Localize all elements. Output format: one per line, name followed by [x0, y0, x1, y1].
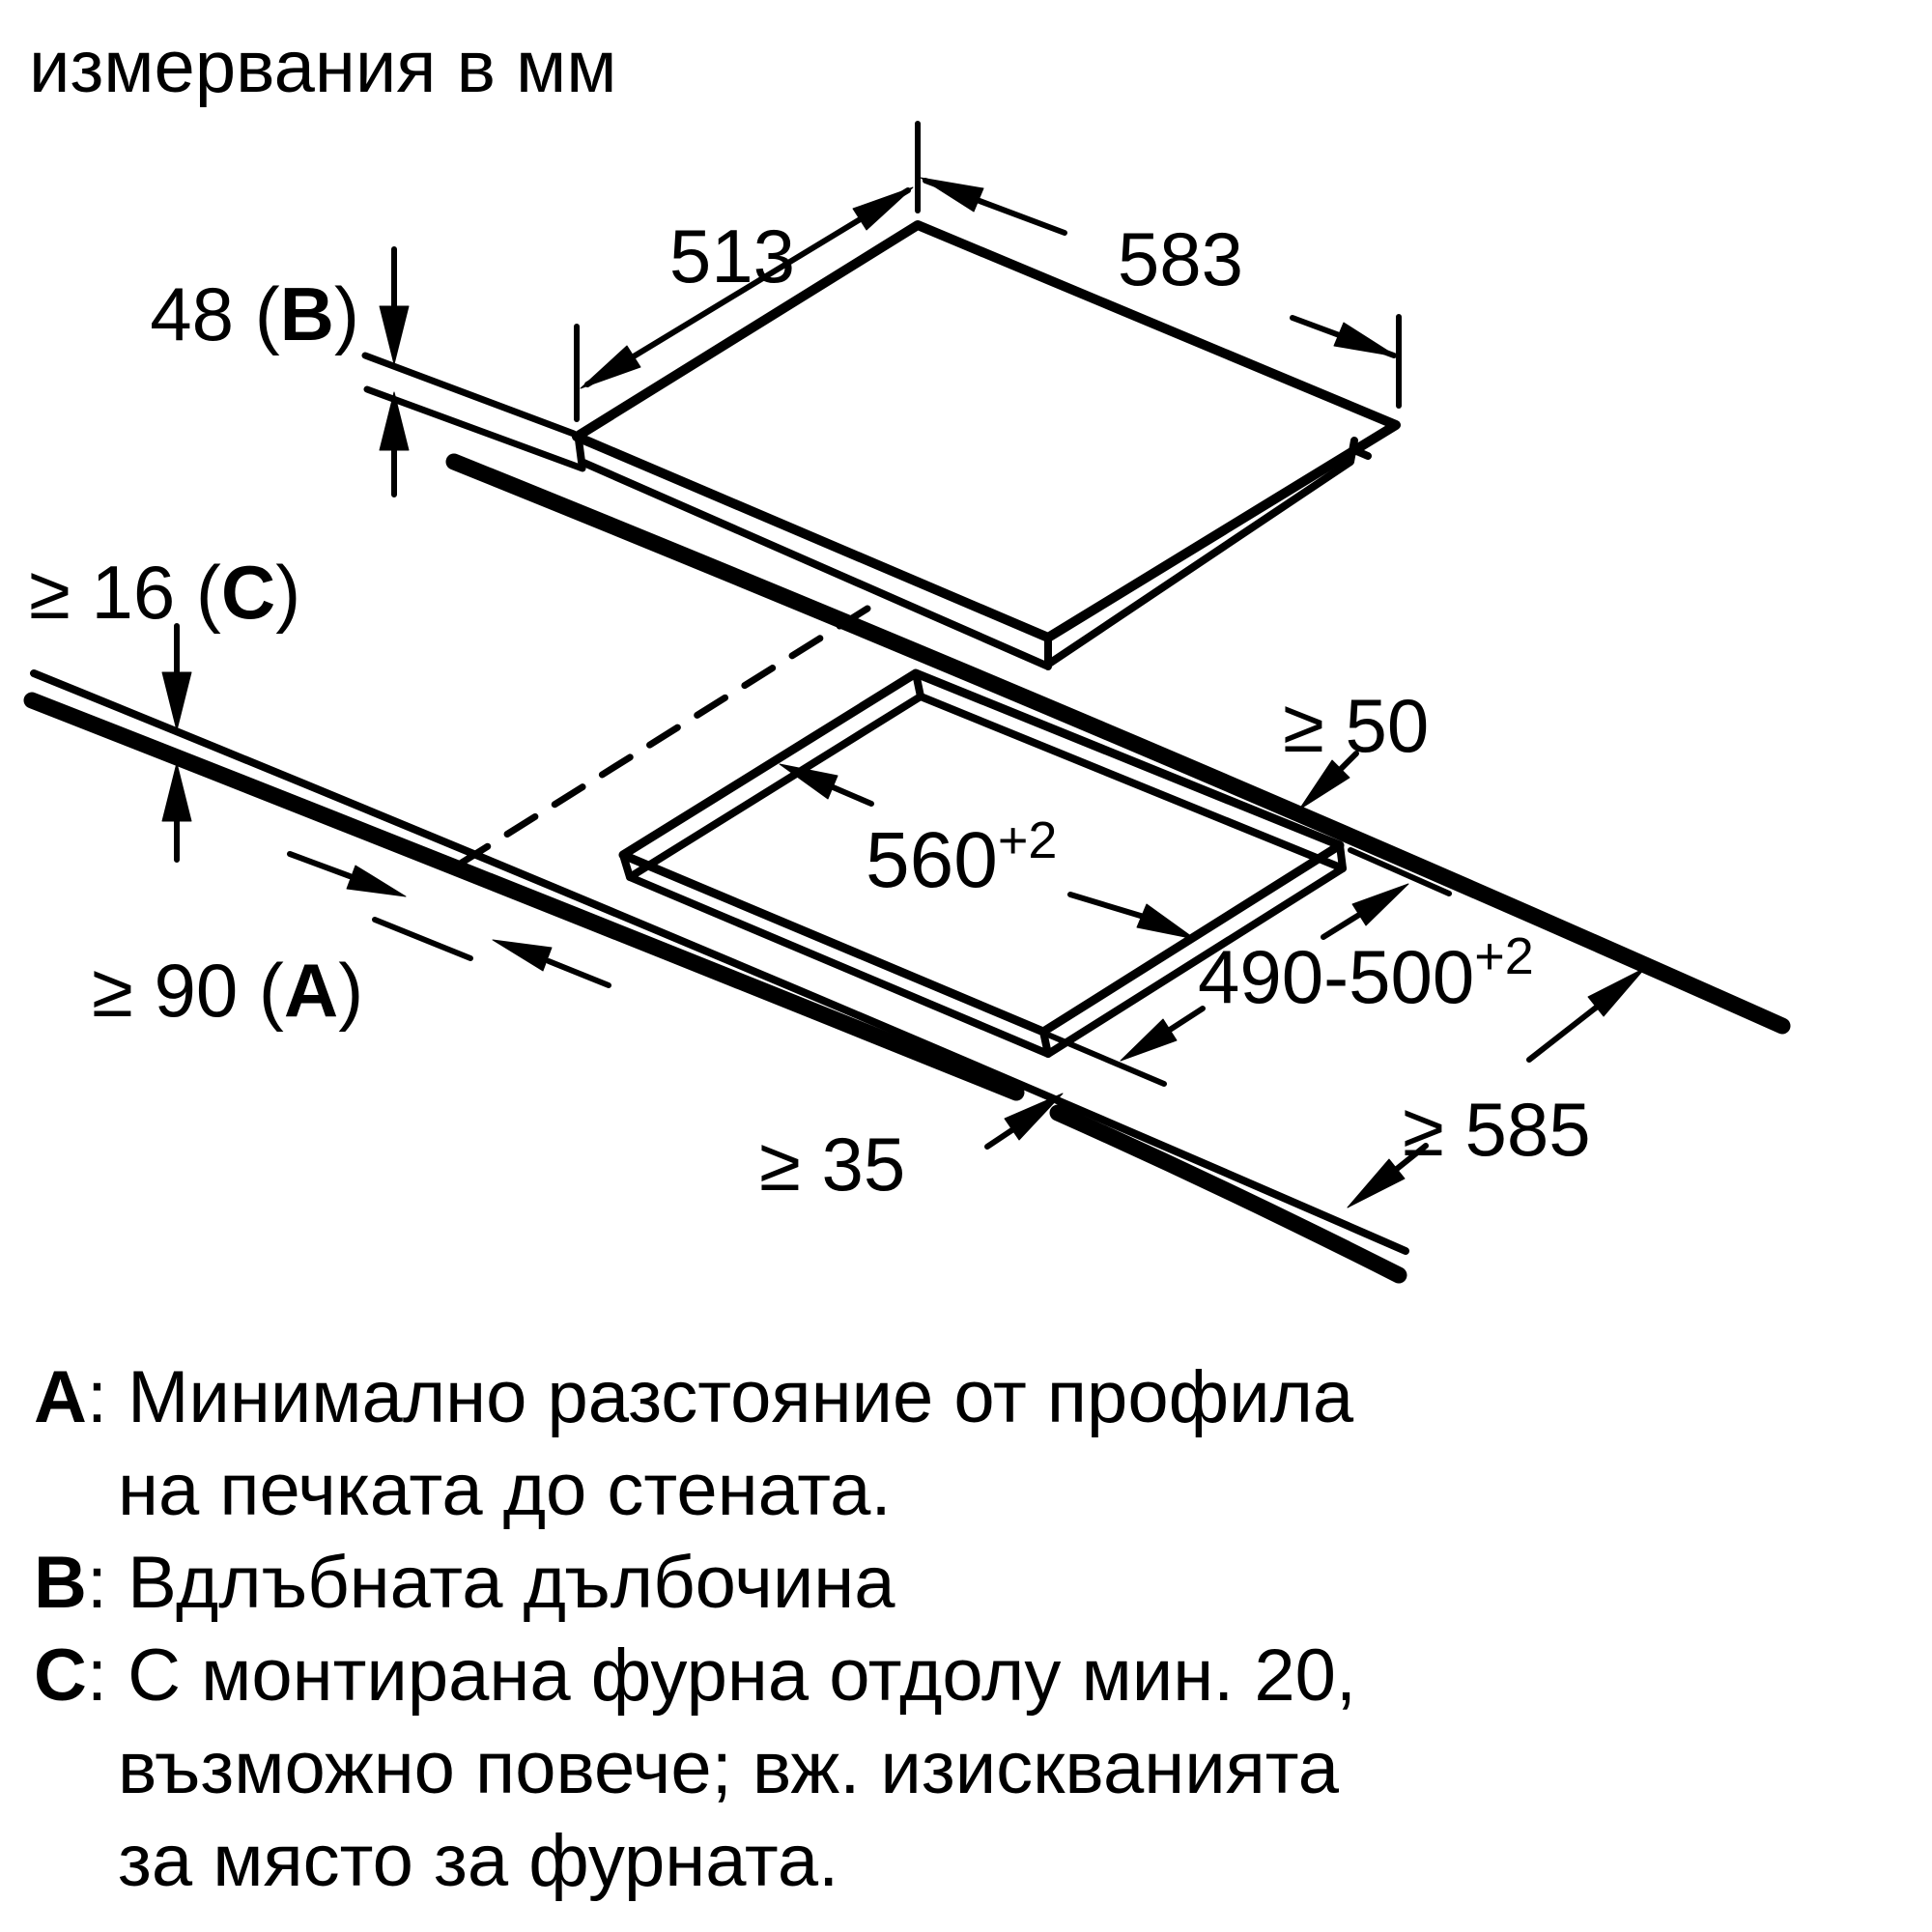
dim-560-arrow-lower	[1137, 904, 1195, 939]
dim-513-label: 513	[668, 213, 796, 298]
dim-35	[987, 1094, 1063, 1147]
dim-48-label: 48 (B)	[150, 271, 359, 356]
dim-50-label: ≥ 50	[1283, 683, 1430, 768]
dim-90-arrow-left	[493, 940, 552, 971]
dim-585-line-upper	[1529, 1005, 1600, 1060]
dim-583-arrow-left	[921, 178, 983, 212]
legend-line-b: B: Вдлъбната дълбочина	[34, 1542, 895, 1624]
dim-560-line-2	[1070, 895, 1144, 917]
dim-16-arrow-up	[162, 763, 191, 821]
legend-line-c2: възможно повече; вж. изискванията	[118, 1727, 1340, 1809]
legend-line-c: C: С монтирана фурна отдолу мин. 20,	[34, 1634, 1357, 1717]
dim-513-arrow-upper	[853, 187, 913, 230]
dim-16-label: ≥ 16 (C)	[29, 550, 301, 635]
dim-90-arrow-right	[347, 866, 406, 896]
dim-585-label: ≥ 585	[1403, 1087, 1591, 1172]
dim-90-line-2	[549, 961, 609, 985]
legend	[34, 1356, 1356, 1902]
dim-513-arrow-lower	[581, 346, 640, 388]
dim-90-label: ≥ 90 (A)	[92, 948, 364, 1033]
dim-16-arrow-down	[162, 672, 191, 730]
page-title: измервания в мм	[29, 26, 617, 108]
worktop-front-bottom-edge-right	[1058, 1113, 1399, 1275]
dim-490-arrow-lower	[1121, 1019, 1177, 1061]
dim-560-line-1	[831, 786, 871, 804]
legend-line-a: A: Минимално разстояние от профила	[34, 1356, 1354, 1438]
dim-583-arrow-right	[1334, 323, 1397, 356]
dim-35-line	[987, 1129, 1013, 1147]
dim-16-c	[162, 626, 191, 860]
dim-90-line-1	[290, 854, 350, 876]
dim-48-b	[365, 249, 582, 495]
dim-35-label: ≥ 35	[759, 1122, 906, 1207]
dim-583-label: 583	[1117, 216, 1244, 301]
dim-560-label: $560^{+2}$	[866, 811, 1058, 904]
dim-90-tick	[375, 920, 470, 958]
legend-line-c3: за място за фурната.	[118, 1820, 839, 1902]
dim-490-500-label: $490-500^{+2}$	[1198, 927, 1534, 1019]
legend-line-a2: на печката до стената.	[118, 1449, 892, 1531]
dim-48-arrow-down	[380, 306, 409, 364]
dim-490-arrow-upper	[1352, 884, 1408, 925]
